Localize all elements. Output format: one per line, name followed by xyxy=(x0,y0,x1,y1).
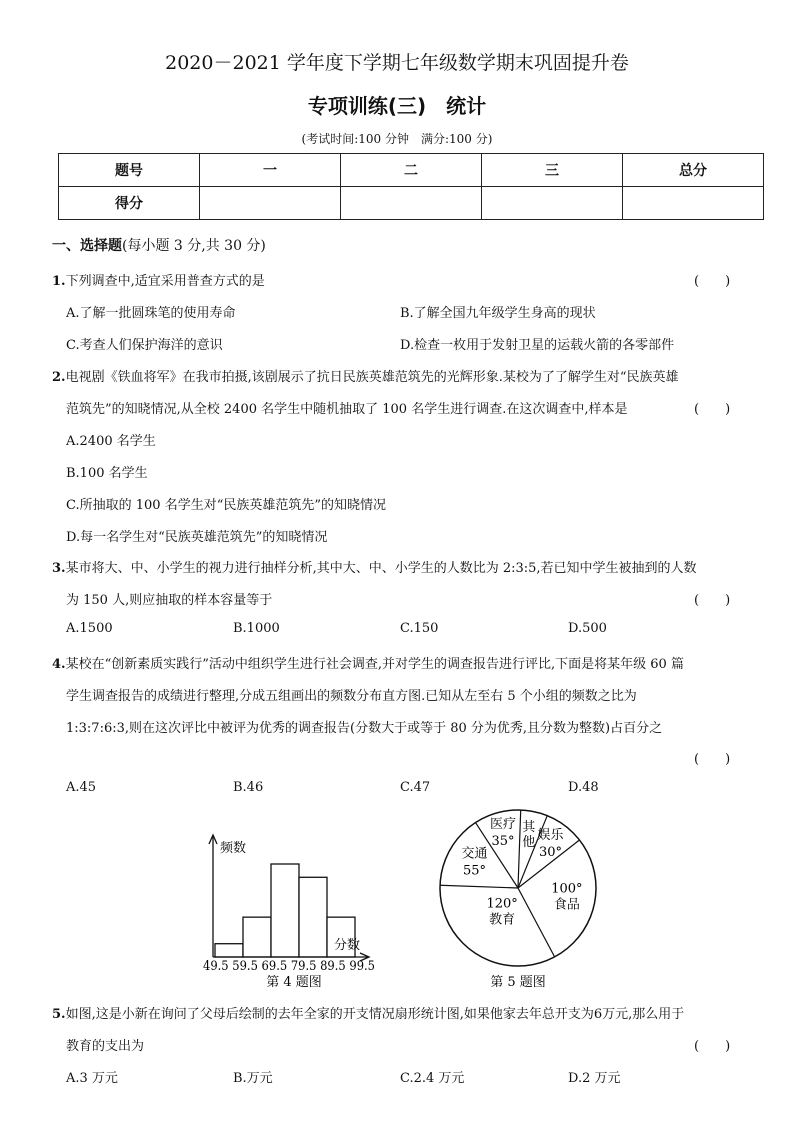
question-1-option-c[interactable]: C.考查人们保护海洋的意识 xyxy=(66,338,223,353)
section-note: (每小题 3 分,共 30 分) xyxy=(122,238,266,254)
section-title: 一、选择题 xyxy=(52,238,122,254)
question-4-stem-line-1 xyxy=(52,653,684,672)
question-5-option-b[interactable]: B.万元 xyxy=(233,1071,273,1086)
pie-slice-label: 教育 xyxy=(489,912,516,928)
exam-info: (考试时间:100 分钟 满分:100 分) xyxy=(301,132,493,146)
pie-slice-value: 35° xyxy=(491,834,515,850)
figure-4-histogram xyxy=(196,808,392,990)
score-header-cell: 总分 xyxy=(623,154,764,187)
question-2-option-d[interactable]: D.每一名学生对“民族英雄范筑先”的知晓情况 xyxy=(66,530,328,545)
question-5-stem-line-1 xyxy=(52,1003,684,1022)
question-4-option-d[interactable]: D.48 xyxy=(568,780,599,795)
question-2-stem-line-2: 范筑先”的知晓情况,从全校 2400 名学生中随机抽取了 100 名学生进行调查.在这次调查中,样本是 xyxy=(66,402,628,417)
figure-5-caption: 第 5 题图 xyxy=(490,975,546,990)
question-1-option-d[interactable]: D.检查一枚用于发射卫星的运载火箭的各零部件 xyxy=(400,338,675,353)
question-3-option-b[interactable]: B.1000 xyxy=(233,621,280,636)
question-5-option-c[interactable]: C.2.4 万元 xyxy=(400,1071,465,1086)
pie-slice-label: 交通 xyxy=(461,846,488,862)
page-subtitle: 专项训练(三) 统计 xyxy=(307,94,487,118)
pie-slice-label: 娱乐 xyxy=(537,827,564,843)
pie-slice-value: 120° xyxy=(486,896,518,912)
question-1-option-a[interactable]: A.了解一批圆珠笔的使用寿命 xyxy=(66,306,236,321)
question-number: 5. xyxy=(52,1007,66,1022)
question-text: 某校在“创新素质实践行”活动中组织学生进行社会调查,并对学生的调查报告进行评比,下面是将某年级 60 篇 xyxy=(65,657,684,672)
histogram-tick-labels: 49.5 59.5 69.5 79.5 89.5 99.5 xyxy=(203,958,375,973)
pie-slice-value: 55° xyxy=(462,863,487,879)
pie-slice-value: 30° xyxy=(538,844,563,860)
question-number: 3. xyxy=(52,561,66,576)
score-row-label: 得分 xyxy=(59,187,200,220)
question-text: 某市将大、中、小学生的视力进行抽样分析,其中大、中、小学生的人数比为 2:3:5,若已知中学生被抽到的人数 xyxy=(65,561,697,576)
section-heading xyxy=(52,235,266,255)
answer-bracket[interactable]: ( ) xyxy=(694,593,731,608)
question-2-option-a[interactable]: A.2400 名学生 xyxy=(66,434,156,449)
question-3-option-d[interactable]: D.500 xyxy=(568,621,607,636)
score-table xyxy=(58,153,764,220)
score-cell-2[interactable] xyxy=(341,187,482,220)
pie-slice-label: 他 xyxy=(522,835,536,851)
score-table-header-row xyxy=(59,154,764,187)
histogram-ylabel: 频数 xyxy=(220,841,247,856)
question-2-stem-line-1 xyxy=(52,366,679,385)
question-4-option-a[interactable]: A.45 xyxy=(66,780,97,795)
score-table-score-row xyxy=(59,187,764,220)
question-text: 电视剧《铁血将军》在我市拍摄,该剧展示了抗日民族英雄范筑先的光辉形象.某校为了了解学生对“民族英雄 xyxy=(65,370,679,385)
page-title: 2020－2021 学年度下学期七年级数学期末巩固提升卷 xyxy=(165,52,629,74)
score-header-cell: 二 xyxy=(341,154,482,187)
pie-slice-label: 医疗 xyxy=(490,817,517,833)
question-1-stem xyxy=(52,270,265,289)
question-2-option-b[interactable]: B.100 名学生 xyxy=(66,466,148,481)
score-cell-3[interactable] xyxy=(482,187,623,220)
question-4-option-c[interactable]: C.47 xyxy=(400,780,431,795)
score-header-cell: 一 xyxy=(200,154,341,187)
score-header-cell: 题号 xyxy=(59,154,200,187)
answer-bracket[interactable]: ( ) xyxy=(694,402,731,417)
question-5-option-a[interactable]: A.3 万元 xyxy=(66,1071,118,1086)
question-number: 4. xyxy=(52,657,66,672)
question-text: 下列调查中,适宜采用普查方式的是 xyxy=(65,274,265,289)
histogram-bar xyxy=(299,877,327,957)
histogram-bar xyxy=(243,917,271,957)
question-1-option-b[interactable]: B.了解全国九年级学生身高的现状 xyxy=(400,306,596,321)
answer-bracket[interactable]: ( ) xyxy=(694,1039,731,1054)
pie-slice-label: 其 xyxy=(522,820,536,836)
score-header-cell: 三 xyxy=(482,154,623,187)
question-2-option-c[interactable]: C.所抽取的 100 名学生对“民族英雄范筑先”的知晓情况 xyxy=(66,498,386,513)
question-3-stem-line-1 xyxy=(52,557,697,576)
question-5-stem-line-2: 教育的支出为 xyxy=(66,1039,145,1054)
score-cell-total[interactable] xyxy=(623,187,764,220)
histogram-bar xyxy=(271,864,299,957)
pie-slice-value: 100° xyxy=(551,881,583,897)
question-number: 2. xyxy=(52,370,66,385)
question-3-option-a[interactable]: A.1500 xyxy=(66,621,113,636)
question-4-option-b[interactable]: B.46 xyxy=(233,780,264,795)
figure-5-pie-chart xyxy=(428,808,604,990)
score-cell-1[interactable] xyxy=(200,187,341,220)
histogram-bar xyxy=(215,944,243,957)
question-5-option-d[interactable]: D.2 万元 xyxy=(568,1071,621,1086)
figure-4-caption: 第 4 题图 xyxy=(266,975,322,990)
pie-slice-label: 食品 xyxy=(553,897,580,913)
histogram-xlabel: 分数 xyxy=(334,938,361,953)
question-3-stem-line-2: 为 150 人,则应抽取的样本容量等于 xyxy=(66,593,273,608)
question-number: 1. xyxy=(52,274,66,289)
question-4-stem-line-2: 学生调查报告的成绩进行整理,分成五组画出的频数分布直方图.已知从左至右 5 个小组的频数之比为 xyxy=(66,689,637,704)
question-text: 如图,这是小新在询问了父母后绘制的去年全家的开支情况扇形统计图,如果他家去年总开支为6万元,那么用于 xyxy=(65,1007,685,1022)
answer-bracket[interactable]: ( ) xyxy=(694,274,731,289)
question-4-stem-line-3: 1:3:7:6:3,则在这次评比中被评为优秀的调查报告(分数大于或等于 80 分为优秀,且分数为整数)占百分之 xyxy=(66,721,663,736)
question-3-option-c[interactable]: C.150 xyxy=(400,621,439,636)
answer-bracket[interactable]: ( ) xyxy=(694,752,731,767)
